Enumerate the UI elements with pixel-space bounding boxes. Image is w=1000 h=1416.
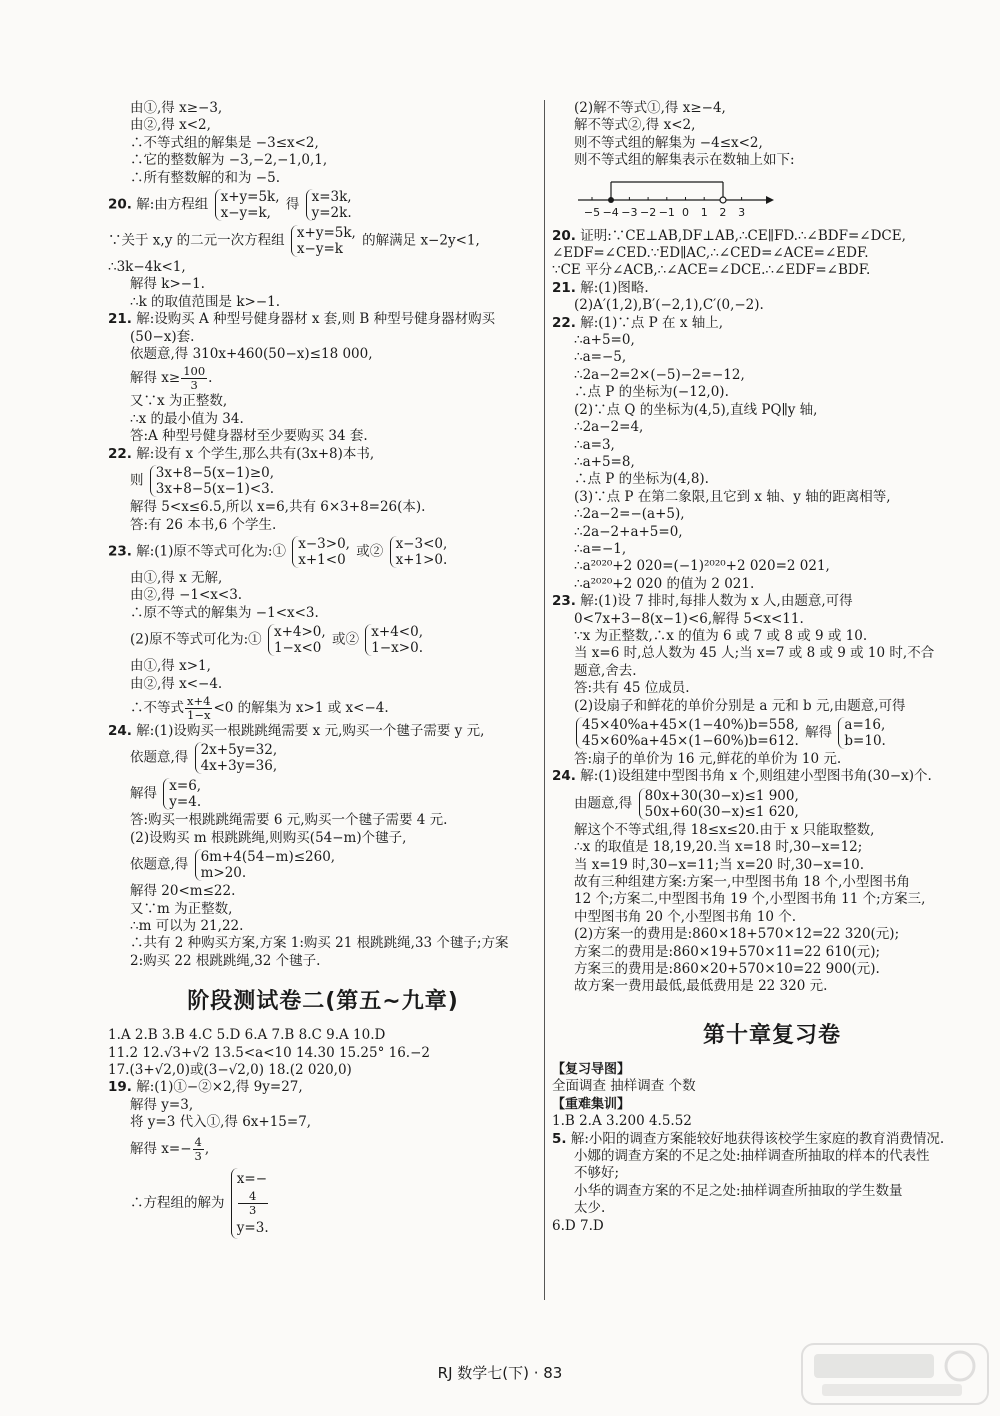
text: x=−	[236, 1170, 268, 1187]
text-line	[108, 363, 538, 393]
equation	[237, 1168, 269, 1217]
text: ∵关于 x,y 的二元一次方程组	[108, 232, 285, 249]
text-line	[552, 715, 992, 751]
text-line: ∴m 可以为 21,22.	[130, 917, 244, 934]
equation: x+1>0.	[395, 551, 448, 568]
answer-line: 11.2 12.√3+√2 13.5<a<10 14.30 15.25° 16.−2	[108, 1044, 431, 1061]
equation: b=10.	[844, 733, 886, 749]
text-line: 12 个;方案二,中型图书角 19 个,小型图书角 11 个;方案三,	[574, 891, 926, 908]
question-23	[552, 593, 992, 610]
text-line	[108, 740, 538, 776]
text: 解得	[130, 785, 157, 802]
equation-system	[291, 225, 356, 257]
text-line: ∴x 的取值是 18,19,20.当 x=18 时,30−x=12;	[574, 839, 863, 856]
denominator: 1−x	[187, 707, 211, 722]
text-line: 方案二的费用是:860×19+570×11=22 610(元);	[574, 943, 881, 960]
equation: 80x+30(30−x)≤1 900,	[644, 787, 799, 804]
question-number: 22.	[108, 445, 132, 462]
text-line: 故有三种组建方案:方案一,中型图书角 18 个,小型图书角	[574, 874, 910, 891]
question-22	[108, 446, 538, 463]
text-line: 全面调查 抽样调查 个数	[552, 1078, 696, 1095]
number-line	[574, 176, 992, 226]
equation: m>20.	[200, 865, 247, 882]
text-line: 答:共有 45 位成员.	[574, 680, 690, 697]
fraction	[185, 695, 212, 722]
question-19	[108, 1079, 538, 1096]
equation: 4x+3y=36,	[200, 758, 278, 775]
equation: 45×60%a+45×(1−60%)b=612.	[582, 733, 799, 749]
text-line: ∴a²⁰²⁰+2 020 的值为 2 021.	[574, 575, 755, 592]
equation: x−3<0,	[395, 535, 448, 552]
equation: y=3.	[236, 1219, 269, 1236]
text: 依题意,得	[130, 749, 189, 766]
text-line: ∴3k−4k<1,	[108, 259, 186, 276]
equation: 3x+8−5(x−1)≥0,	[155, 465, 275, 482]
text-line	[108, 847, 538, 883]
numerator: 100	[183, 364, 206, 379]
equation-system	[306, 189, 352, 221]
text-line: (2)A′(1,2),B′(−2,1),C′(0,−2).	[574, 297, 764, 314]
axis-tick-label: −2	[639, 205, 657, 219]
question-20	[108, 187, 538, 223]
text-line: ∴2a−2=2×(−5)−2=−12,	[574, 366, 745, 383]
text: 解:设购买 A 种型号健身器材 x 套,则 B 种型号健身器材购买	[136, 311, 496, 328]
equation-system	[390, 536, 448, 568]
text: 解:小阳的调查方案能较好地获得该校学生家庭的教育消费情况.	[570, 1130, 945, 1147]
question-number: 23.	[108, 543, 132, 560]
text: 解:(1)设购买一根跳跳绳需要 x 元,购买一个毽子需要 y 元,	[136, 722, 485, 739]
text-line: 答:有 26 本书,6 个学生.	[130, 516, 277, 533]
subsection-tag: 【重难集训】	[552, 1096, 631, 1112]
question-number: 21.	[552, 279, 576, 296]
equation-system	[150, 465, 274, 497]
text-line: 由①,得 x>1,	[130, 658, 211, 675]
question-22	[552, 315, 992, 332]
text-line	[108, 622, 538, 658]
text-line: ∴k 的取值范围是 k>−1.	[130, 293, 281, 310]
text-line: 将 y=3 代入①,得 6x+15=7,	[130, 1114, 312, 1131]
question-number: 20.	[108, 196, 132, 213]
text: 解:(1)图略.	[580, 279, 649, 296]
axis-tick-label: 3	[738, 205, 746, 219]
answer-line: 1.A 2.B 3.B 4.C 5.D 6.A 7.B 8.C 9.A 10.D	[108, 1027, 386, 1044]
equation: x−y=k,	[220, 205, 271, 222]
text-line: 2:购买 22 根跳跳绳,32 个毽子.	[130, 952, 321, 969]
text-line: 中型图书角 20 个,小型图书角 10 个.	[574, 908, 797, 925]
text: 得	[285, 196, 300, 213]
text-line: 由②,得 x<−4.	[130, 675, 223, 692]
text-line	[108, 693, 538, 723]
equation-system	[215, 189, 280, 221]
question-number: 21.	[108, 311, 132, 328]
text-line: 解得 y=3,	[130, 1096, 194, 1113]
numerator: 4	[194, 1134, 202, 1149]
watermark-logo	[800, 1342, 990, 1406]
text-line: 答:购买一根跳跳绳需要 6 元,购买一个毽子需要 4 元.	[130, 812, 448, 829]
equation-system	[639, 788, 799, 820]
section-title: 阶段测试卷二(第五~九章)	[187, 989, 459, 1015]
text: ∴不等式	[130, 699, 184, 716]
text: <0 的解集为 x>1 或 x<−4.	[213, 699, 389, 716]
left-column	[108, 100, 538, 1241]
question-number: 24.	[108, 722, 132, 739]
text-line: 答:扇子的单价为 16 元,鲜花的单价为 10 元.	[574, 751, 842, 767]
text-line: (2)设扇子和鲜花的单价分别是 a 元和 b 元,由题意,可得	[574, 697, 906, 714]
text-line: ∵x 为正整数,∴x 的值为 6 或 7 或 8 或 9 或 10.	[574, 627, 868, 644]
question-number: 20.	[552, 227, 576, 244]
question-number: 22.	[552, 314, 576, 331]
text: 解:(1)原不等式可化为:①	[136, 543, 286, 560]
text-line: ∴不等式组的解集是 −3≤x<2,	[130, 134, 319, 151]
equation: 2x+5y=32,	[200, 742, 278, 759]
question-21	[552, 280, 992, 297]
text-line: 又∵m 为正整数,	[130, 900, 233, 917]
text-line	[108, 1166, 538, 1241]
axis-tick-label: −5	[583, 205, 601, 219]
equation: x+4>0,	[273, 624, 326, 641]
text: 的解满足 x−2y<1,	[362, 232, 480, 249]
text-line: ∴a+5=0,	[574, 332, 635, 349]
axis-tick-label: 0	[682, 205, 689, 219]
text-line: (3)∵点 P 在第二象限,且它到 x 轴、y 轴的距离相等,	[574, 488, 891, 505]
text-line: 由①,得 x≥−3,	[130, 100, 223, 116]
equation: x+4<0,	[371, 624, 423, 641]
text: 解:(1)设组建中型图书角 x 个,则组建小型图书角(30−x)个.	[580, 768, 932, 785]
text-line: 方案三的费用是:860×20+570×10=22 900(元).	[574, 961, 880, 978]
question-23	[108, 534, 538, 570]
fraction	[238, 1190, 268, 1217]
text: 解:设有 x 个学生,那么共有(3x+8)本书,	[136, 445, 375, 462]
text: 解得 x≥	[130, 370, 181, 387]
text-line: 题意,舍去.	[574, 662, 637, 679]
equation: 3x+8−5(x−1)<3.	[155, 481, 275, 498]
equation: x=3k,	[311, 189, 352, 206]
question-24	[108, 723, 538, 740]
equation-system	[268, 624, 326, 656]
answer-line: 17.(3+√2,0)或(3−√2,0) 18.(2 020,0)	[108, 1062, 352, 1078]
equation: 6m+4(54−m)≤260,	[200, 849, 336, 866]
text-line: 小娜的调查方案的不足之处:抽样调查所抽取的样本的代表性	[574, 1147, 930, 1164]
text: 解:(1)∵点 P 在 x 轴上,	[580, 314, 724, 331]
text: 证明:∵CE⊥AB,DF⊥AB,∴CE∥FD.∴∠BDF=∠DCE,	[580, 227, 906, 244]
equation-system	[576, 717, 799, 749]
denominator: 3	[194, 1148, 202, 1163]
text-line: 当 x=19 时,30−x=11;当 x=20 时,30−x=10.	[574, 856, 864, 873]
answer-line: 6.D 7.D	[552, 1217, 604, 1234]
equation-system	[838, 717, 885, 749]
equation: 1−x>0.	[371, 640, 423, 657]
text: .	[208, 370, 213, 387]
equation: 1−x<0	[273, 640, 322, 657]
axis-tick-label: −1	[658, 205, 675, 219]
section-title: 第十章复习卷	[702, 1022, 841, 1048]
equation: a=16,	[844, 717, 886, 733]
text: 解:(1)①−②×2,得 9y=27,	[136, 1079, 303, 1096]
axis-labels	[584, 206, 745, 219]
question-21	[108, 311, 538, 328]
text-line: 依题意,得 310x+460(50−x)≤18 000,	[130, 346, 373, 363]
question-24	[552, 768, 992, 785]
question-number: 23.	[552, 593, 576, 610]
equation-system	[163, 778, 201, 810]
text-line: ∴它的整数解为 −3,−2,−1,0,1,	[130, 152, 328, 169]
text-line: (2)设购买 m 根跳跳绳,则购买(54−m)个毽子,	[130, 829, 407, 846]
text-line	[552, 786, 992, 822]
equation: x−y=k	[296, 241, 343, 258]
text-line: ∴a=−1,	[574, 540, 627, 557]
text-line: (2)方案一的费用是:860×18+570×12=22 320(元);	[574, 926, 900, 943]
text-line: 由①,得 x 无解,	[130, 569, 223, 586]
text-line: ∴a=3,	[574, 436, 615, 453]
axis-tick-label: −4	[602, 205, 619, 219]
closed-point	[608, 197, 614, 203]
equation-system	[195, 849, 336, 881]
axis-tick-label: 2	[719, 205, 727, 219]
text-line: 解得 20<m≤22.	[130, 883, 236, 900]
equation: 45×40%a+45×(1−40%)b=558,	[582, 717, 799, 733]
equation: x+y=5k,	[220, 189, 280, 206]
text-line	[108, 223, 538, 259]
text-line	[108, 463, 538, 499]
text-line: (50−x)套.	[130, 328, 195, 345]
text: 解得 x=−	[130, 1140, 192, 1157]
text-line: 解不等式②,得 x<2,	[574, 117, 696, 134]
text-line: 当 x=6 时,总人数为 45 人;当 x=7 或 8 或 9 或 10 时,不合	[574, 645, 935, 662]
text: (2)原不等式可化为:①	[130, 631, 262, 648]
equation: y=4.	[169, 794, 202, 811]
text: 解得	[805, 724, 833, 741]
text-line: 解得 k>−1.	[130, 276, 205, 293]
question-20	[552, 228, 992, 245]
text-line: ∴原不等式的解集为 −1<x<3.	[130, 604, 319, 621]
right-column	[552, 100, 992, 1235]
text-line: ∴点 P 的坐标为(4,8).	[574, 471, 709, 488]
question-number: 5.	[552, 1130, 567, 1147]
text-line: (2)∵点 Q 的坐标为(4,5),直线 PQ∥y 轴,	[574, 401, 818, 418]
text-line: 0<7x+3−8(x−1)<6,解得 5<x<11.	[574, 610, 804, 627]
text-line: ∴2a−2=−(a+5),	[574, 506, 685, 523]
open-point	[720, 197, 726, 203]
text-line	[108, 1132, 538, 1166]
question-number: 19.	[108, 1079, 132, 1096]
numerator: 4	[238, 1190, 268, 1204]
equation-system	[365, 624, 423, 656]
denominator: 3	[190, 378, 198, 393]
answer-line: 1.B 2.A 3.200 4.5.52	[552, 1113, 692, 1130]
axis-tick-label: 1	[700, 205, 708, 219]
text: ∴方程组的解为	[130, 1194, 225, 1211]
fraction	[193, 1136, 204, 1163]
text-line: 由②,得 −1<x<3.	[130, 587, 243, 604]
subsection-tag: 【复习导图】	[552, 1061, 631, 1077]
text: ,	[204, 1140, 210, 1157]
axis-tick-label: −3	[621, 205, 638, 219]
equation: x−3>0,	[298, 535, 350, 552]
text-line: ∴a+5=8,	[574, 453, 635, 470]
text-line: 太少.	[574, 1200, 606, 1217]
equation: x+y=5k,	[296, 225, 356, 242]
equation: x+1<0	[298, 551, 346, 568]
text-line: 故方案一费用最低,最低费用是 22 320 元.	[574, 978, 828, 995]
text-line: ∴所有整数解的和为 −5.	[130, 169, 280, 186]
equation-system	[231, 1168, 269, 1239]
text-line: ∴点 P 的坐标为(−12,0).	[574, 384, 729, 401]
text: 或②	[331, 631, 359, 648]
question-number: 24.	[552, 768, 576, 785]
text: 依题意,得	[130, 856, 189, 873]
fraction	[181, 365, 207, 392]
page-footer: RJ 数学七(下) · 83	[437, 1364, 563, 1382]
text-line: ∴a²⁰²⁰+2 020=(−1)²⁰²⁰+2 020=2 021,	[574, 558, 830, 575]
text: 则	[130, 472, 144, 489]
text-line: 则不等式组的解集表示在数轴上如下:	[574, 152, 795, 169]
text-line: ∠EDF=∠CED.∵ED∥AC,∴∠CED=∠ACE=∠EDF.	[552, 245, 869, 262]
text-line	[108, 776, 538, 812]
equation-system	[195, 742, 278, 774]
text-line: ∴a=−5,	[574, 349, 627, 366]
equation: 50x+60(30−x)≤1 620,	[644, 803, 799, 820]
text-line: ∵CE 平分∠ACB,∴∠ACE=∠DCE.∴∠EDF=∠BDF.	[552, 262, 871, 279]
column-divider	[544, 100, 545, 1300]
text: 解:(1)设 7 排时,每排人数为 x 人,由题意,可得	[580, 593, 853, 610]
text-line: 解得 5<x≤6.5,所以 x=6,共有 6×3+8=26(本).	[130, 499, 426, 516]
numerator: x+4	[187, 693, 211, 708]
equation: x=6,	[169, 778, 202, 795]
text-line: 小华的调查方案的不足之处:抽样调查所抽取的学生数量	[574, 1182, 903, 1199]
question-5	[552, 1131, 992, 1148]
text-line: 解这个不等式组,得 18≤x≤20.由于 x 只能取整数,	[574, 821, 875, 838]
text-line: 又∵x 为正整数,	[130, 393, 228, 410]
text-line: ∴2a−2+a+5=0,	[574, 523, 683, 540]
arrow-icon	[766, 196, 774, 204]
text-line: 答:A 种型号健身器材至少要购买 34 套.	[130, 428, 368, 445]
text-line: ∴2a−2=4,	[574, 419, 644, 436]
text-line: 由②,得 x<2,	[130, 117, 211, 134]
text: 或②	[356, 543, 384, 560]
denominator: 3	[249, 1202, 257, 1217]
text-line: 则不等式组的解集为 −4≤x<2,	[574, 134, 763, 151]
number-line-graphic	[574, 176, 774, 222]
text-line: ∴x 的最小值为 34.	[130, 410, 244, 427]
text-line: ∴共有 2 种购买方案,方案 1:购买 21 根跳跳绳,33 个毽子;方案	[130, 935, 509, 952]
text: 解:由方程组	[136, 196, 209, 213]
equation: y=2k.	[311, 205, 352, 222]
text: 由题意,得	[574, 795, 633, 812]
text-line: 不够好;	[574, 1165, 620, 1182]
equation-system	[292, 536, 350, 568]
text-line: (2)解不等式①,得 x≥−4,	[574, 100, 726, 116]
